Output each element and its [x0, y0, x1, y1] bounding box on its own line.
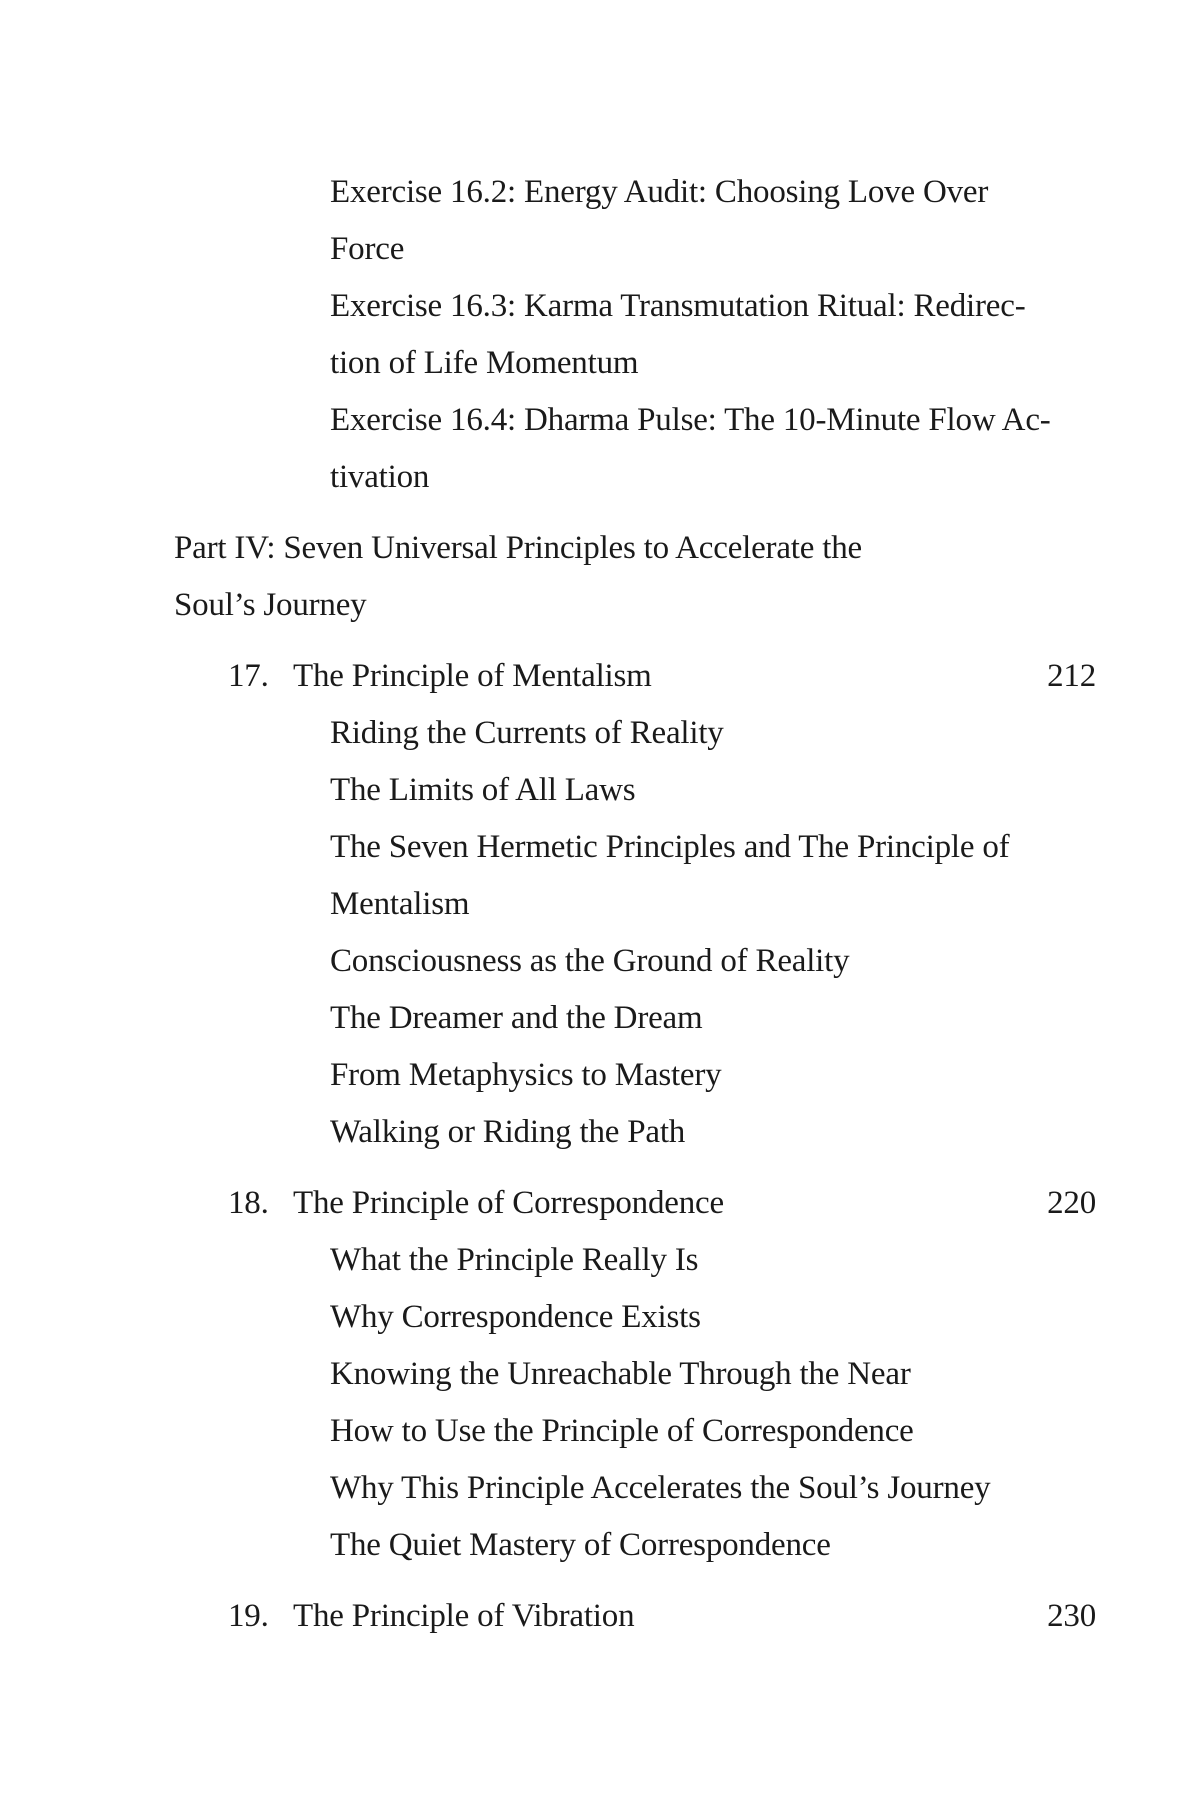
chapter-number: 19.: [228, 1598, 269, 1634]
toc-section-entry: Mentalism: [330, 886, 470, 922]
toc-section-entry: The Seven Hermetic Principles and The Principle of: [330, 829, 1010, 865]
toc-section-entry: Walking or Riding the Path: [330, 1114, 686, 1150]
toc-section-entry: The Quiet Mastery of Correspondence: [330, 1527, 831, 1563]
chapter-number: 18.: [228, 1185, 269, 1221]
toc-section-entry: From Metaphysics to Mastery: [330, 1057, 722, 1093]
toc-section-entry: Why This Principle Accelerates the Soul’s Journey: [330, 1470, 991, 1506]
toc-section-entry: Knowing the Unreachable Through the Near: [330, 1356, 911, 1392]
toc-entry-exercise-16-4-cont: tivation: [330, 459, 430, 495]
part-heading-cont: Soul’s Journey: [174, 587, 367, 623]
toc-section-entry: The Limits of All Laws: [330, 772, 636, 808]
chapter-title: The Principle of Mentalism: [293, 658, 652, 694]
toc-entry-exercise-16-2-cont: Force: [330, 231, 405, 267]
toc-section-entry: Why Correspondence Exists: [330, 1299, 701, 1335]
chapter-title: The Principle of Vibration: [293, 1598, 635, 1634]
toc-entry-exercise-16-3: Exercise 16.3: Karma Transmutation Ritual: Redirec-: [330, 288, 1026, 324]
toc-entry-exercise-16-2: Exercise 16.2: Energy Audit: Choosing Love Over: [330, 174, 989, 210]
chapter-page-number: 230: [1047, 1598, 1096, 1634]
toc-entry-exercise-16-3-cont: tion of Life Momentum: [330, 345, 639, 381]
toc-section-entry: Riding the Currents of Reality: [330, 715, 724, 751]
toc-section-entry: What the Principle Really Is: [330, 1242, 699, 1278]
chapter-page-number: 220: [1047, 1185, 1096, 1221]
toc-section-entry: Consciousness as the Ground of Reality: [330, 943, 850, 979]
toc-entry-exercise-16-4: Exercise 16.4: Dharma Pulse: The 10-Minute Flow Ac-: [330, 402, 1051, 438]
part-heading: Part IV: Seven Universal Principles to Accelerate the: [174, 530, 862, 566]
toc-section-entry: The Dreamer and the Dream: [330, 1000, 703, 1036]
toc-section-entry: How to Use the Principle of Correspondence: [330, 1413, 914, 1449]
chapter-title: The Principle of Correspondence: [293, 1185, 724, 1221]
chapter-page-number: 212: [1047, 658, 1096, 694]
chapter-number: 17.: [228, 658, 269, 694]
